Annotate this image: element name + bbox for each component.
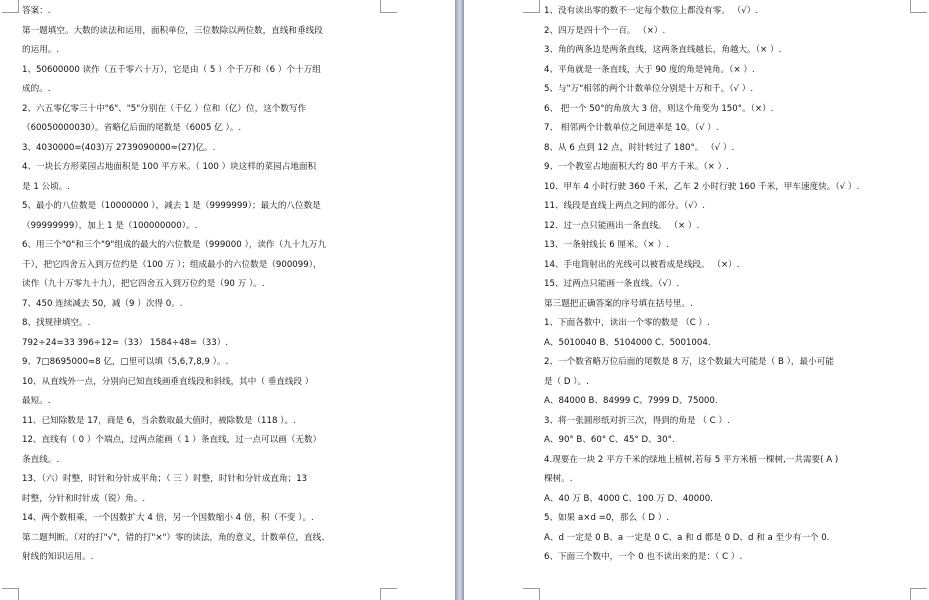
text-line: 2、六五零亿零三十中"6"、"5"分别在（千亿 ）位和（亿）位，这个数写作: [22, 103, 307, 114]
text-line: 是（ D ）。.: [544, 376, 589, 387]
text-line: 第一题填空。大数的读法和运用，面积单位，三位数除以两位数，直线和垂线段: [22, 25, 323, 36]
text-line: 答案：.: [22, 6, 51, 16]
crop-mark: [2, 0, 19, 13]
crop-mark: [910, 0, 927, 13]
text-line: 千），把它四舍五入到万位约是（100 万 ）；组成最小的六位数是（900099），: [22, 259, 322, 270]
page-divider: [455, 0, 464, 600]
text-line: 第二题判断。（对的打"√"，错的打"×"）零的读法，角的意义，计数单位，直线、: [22, 532, 330, 543]
text-line: 13、（六）时整，时针和分针成平角；（ 三 ）时整，时针和分针成直角；13: [22, 474, 308, 484]
text-line: 4、一块长方形菜园占地面积是 100 平方米。（ 100 ）块这样的菜园占地面积: [22, 162, 317, 172]
text-line: 11、线段是直线上两点之间的部分。（√）.: [544, 201, 705, 211]
text-line: 2、一个数省略万位后面的尾数是 8 万，这个数最大可能是（ B ），最小可能: [544, 357, 834, 367]
text-line: 7、 相邻两个计数单位之间进率是 10。（√ ）.: [544, 123, 719, 133]
text-line: 9、7□8695000≈8 亿，□里可以填（5,6,7,8,9 ）。.: [22, 357, 229, 367]
text-line: A、d 一定是 0 B、a 一定是 0 C、a 和 d 都是 0 D、d 和 a 至少有一个 0.: [544, 532, 830, 543]
text-line: 读作（九十万零九十九），把它四舍五入到万位约是（90 万 ）。.: [22, 279, 265, 289]
text-line: 最短。.: [22, 396, 51, 406]
text-line: 13、一条射线长 6 厘米。（× ）.: [544, 240, 669, 250]
text-line: 3、4030000=(403)万 2739090000≈(27)亿。.: [22, 142, 216, 153]
text-line: 3、角的两条边是两条直线，这两条直线越长，角越大。（× ）.: [544, 45, 782, 55]
text-line: A、84000 B、84999 C、7999 D、75000.: [544, 396, 718, 406]
text-line: 8、找规律填空。.: [22, 318, 91, 328]
text-line: 14、手电筒射出的光线可以被看成是线段。 （×）.: [544, 259, 740, 270]
text-line: 棵树。.: [544, 474, 573, 484]
document-page-left: [0, 0, 455, 600]
text-line: 条直线。.: [22, 454, 60, 465]
text-line: 的运用。.: [22, 45, 60, 55]
text-line: 1、没有读出零的数不一定每个数位上都没有零。 （√）.: [544, 6, 759, 16]
text-line: 第三题把正确答案的序号填在括号里。.: [544, 298, 693, 309]
text-line: 10、甲车 4 小时行驶 360 千米，乙车 2 小时行驶 160 千米，甲车速度快。（√ ）.: [544, 181, 860, 192]
text-line: 4.现要在一块 2 平方千米的绿地上植树,若每 5 平方米植一棵树,一共需要( A ): [544, 454, 839, 465]
text-line: 10、从直线外一点，分别向已知直线画垂直线段和斜线，其中（ 垂直线段 ）: [22, 376, 314, 387]
text-line: 5、最小的八位数是（10000000 ），减去 1 是（9999999）；最大的八位数是: [22, 201, 321, 211]
text-line: 3、将一张圆形纸对折三次，得到的角是 （ C ）.: [544, 415, 730, 426]
text-line: 射线的知识运用。.: [22, 552, 94, 562]
text-line: （99999999），加上 1 是（100000000）。.: [22, 220, 198, 231]
answer-text-left: [22, 2, 382, 568]
crop-mark: [380, 0, 397, 13]
text-line: 5、与"万"相邻的两个计数单位分别是十万和千。（√ ）.: [544, 84, 754, 94]
crop-mark: [523, 588, 540, 600]
text-line: 12、过一点只能画出一条直线。 （× ）.: [544, 220, 700, 231]
answer-text-right: [544, 2, 904, 568]
text-line: 2、四万是四十个一百。 （×）.: [544, 25, 666, 36]
text-line: 15、过两点只能画一条直线。（√）.: [544, 279, 680, 289]
text-line: 6、用三个"0"和三个"9"组成的最大的六位数是（999000 ），读作（九十九万九: [22, 240, 327, 250]
text-line: 时整，分针和时针成（锐）角。.: [22, 493, 146, 504]
text-line: A、40 万 B、4000 C、100 万 D、40000.: [544, 493, 713, 504]
text-line: 8、从 6 点到 12 点，时针转过了 180°。 （√ ）.: [544, 142, 735, 153]
text-line: 7、450 连续减去 50，减（9 ）次得 0。.: [22, 298, 183, 309]
text-line: 4、平角就是一条直线，大于 90 度的角是钝角。（× ）.: [544, 64, 755, 75]
text-line: A、5010040 B、5104000 C、5001004.: [544, 337, 711, 348]
text-line: 11、已知除数是 17，商是 6，当余数取最大值时，被除数是（118 ）。.: [22, 415, 296, 426]
text-line: 1、下面各数中，读出一个零的数是 （C ）.: [544, 318, 710, 328]
text-line: （60050000030）。省略亿后面的尾数是（6005 亿 ）。.: [22, 123, 242, 133]
text-line: 6、下面三个数中，一个 0 也不读出来的是：（ C ）.: [544, 552, 743, 562]
text-line: 792÷24=33 396÷12=（33） 1584÷48=（33）.: [22, 337, 229, 348]
crop-mark: [2, 588, 19, 600]
text-line: 14、两个数相乘，一个因数扩大 4 倍，另一个因数缩小 4 倍，积（不变 ）。.: [22, 513, 314, 523]
crop-mark: [910, 588, 927, 600]
text-line: 6、 把一个 50°的角放大 3 倍，则这个角变为 150°。（×）.: [544, 103, 774, 114]
text-line: 成的。.: [22, 84, 51, 94]
crop-mark: [523, 0, 540, 13]
document-page-right: [464, 0, 929, 600]
text-line: 1、50600000 读作（五千零六十万），它是由（ 5 ）个千万和（6 ）个十万组: [22, 64, 321, 75]
text-line: 是 1 公顷。.: [22, 181, 71, 192]
text-line: 12、直线有（ 0 ）个端点，过两点能画（ 1 ）条直线，过一点可以画（无数）: [22, 435, 322, 445]
text-line: A、90° B、60° C、45° D、30°.: [544, 435, 675, 445]
text-line: 5、如果 a×d =0，那么（ D ）.: [544, 513, 670, 523]
text-line: 9、一个教室占地面积大约 80 平方千米。（× ）.: [544, 162, 729, 172]
crop-mark: [380, 588, 397, 600]
